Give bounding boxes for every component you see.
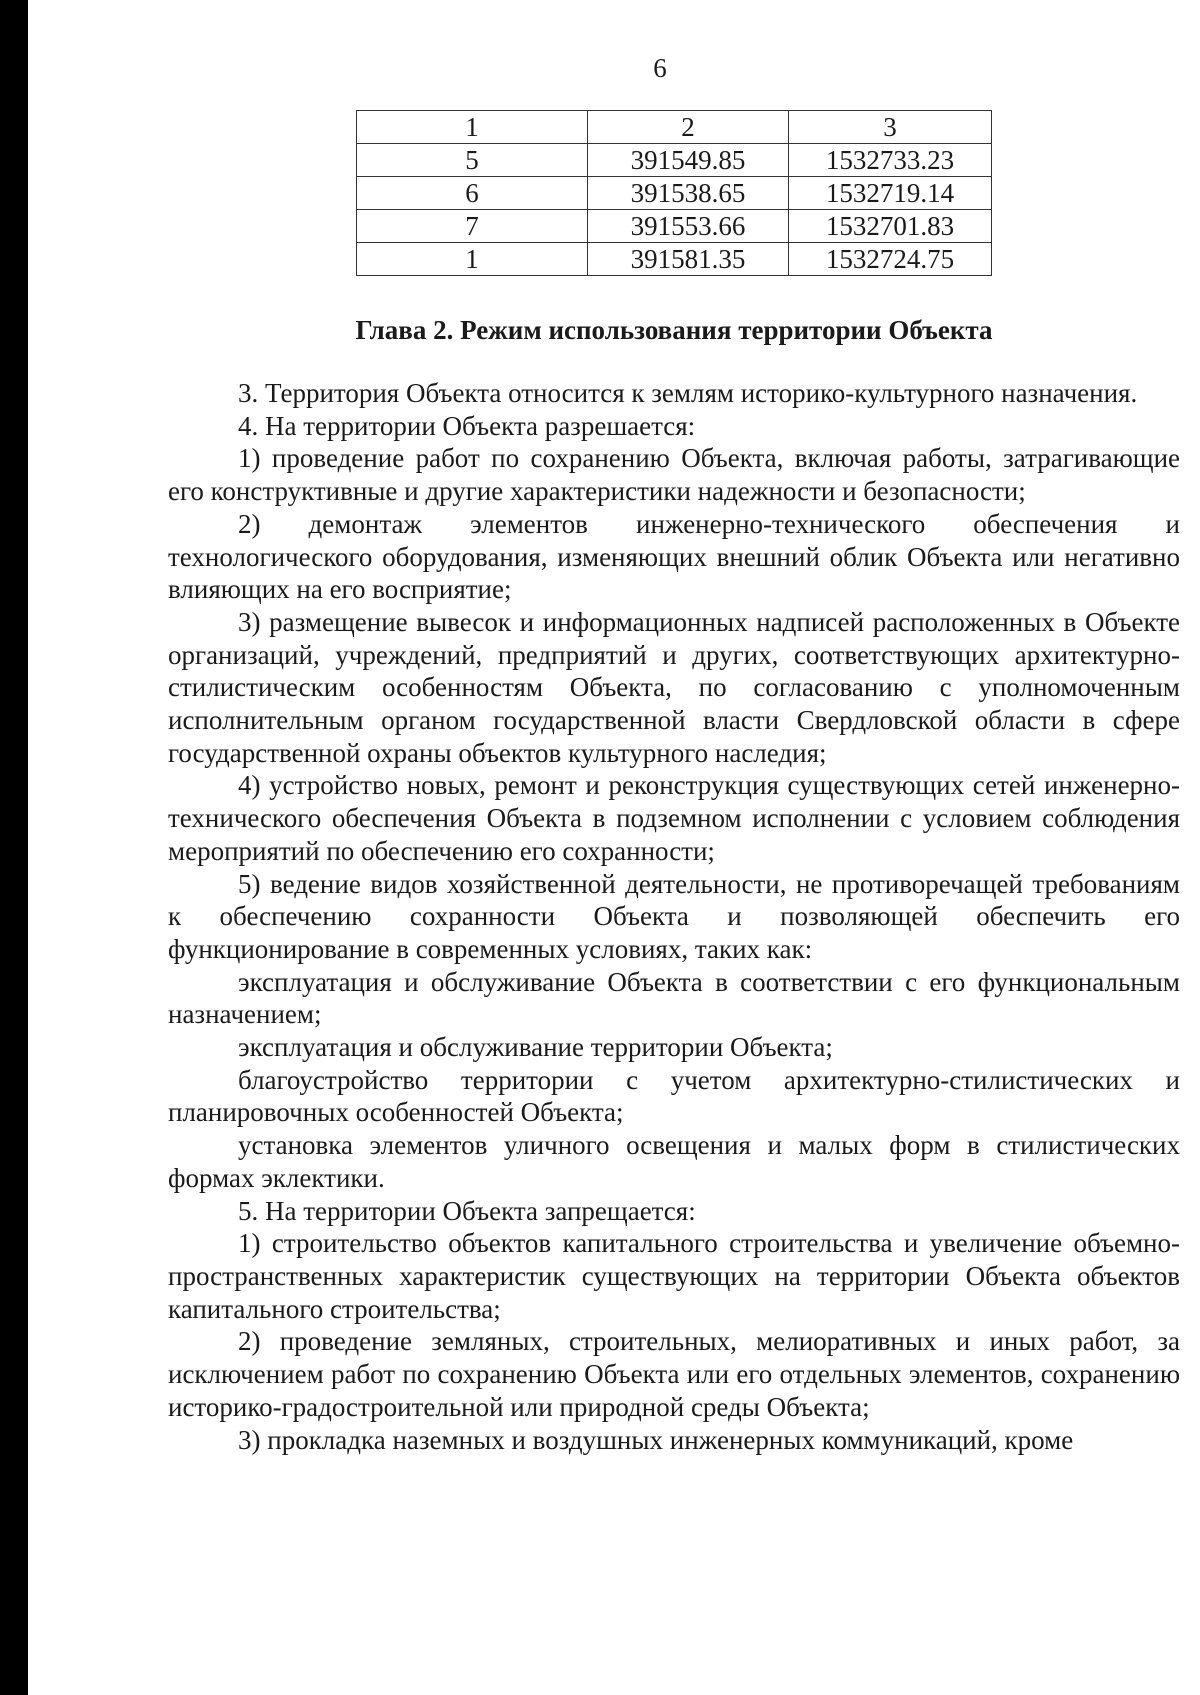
table-cell-y: 1532733.23 (789, 144, 992, 177)
table-row (357, 243, 992, 276)
paragraph: 5) ведение видов хозяйственной деятельности, не противоречащей требованиям к обеспечению сохранности Объекта и позволяющей обеспечить его функционирование в современных условиях, таких как: (168, 868, 1180, 964)
page-number: 6 (653, 53, 667, 83)
paragraph: установка элементов уличного освещения и малых форм в стилистических формах эклектики. (168, 1130, 1180, 1193)
paragraph: эксплуатация и обслуживание территории Объекта; (238, 1032, 833, 1063)
table-row (357, 177, 992, 210)
table-cell-y: 1532701.83 (789, 210, 992, 243)
table-header-cell: 3 (789, 111, 992, 144)
paragraph: 2) демонтаж элементов инженерно-технического обеспечения и технологического оборудования, изменяющих внешний облик Объекта или негативно влияющих на его восприятие; (168, 508, 1180, 605)
paragraph: 3. Территория Объекта относится к землям историко-культурного назначения. (238, 378, 1138, 408)
scan-edge (0, 0, 28, 1695)
table-cell-point: 1 (357, 243, 588, 276)
table-cell-point: 6 (357, 177, 588, 210)
paragraph: 4. На территории Объекта разрешается: (238, 410, 696, 441)
table-cell-point: 5 (357, 144, 588, 177)
table-cell-y: 1532719.14 (789, 177, 992, 210)
paragraph: 5. На территории Объекта запрещается: (238, 1195, 696, 1226)
paragraph: 4) устройство новых, ремонт и реконструкция существующих сетей инженерно-технического обеспечения Объекта в подземном исполнении с условием соблюдения мероприятий по обеспечению его сохранности; (168, 770, 1180, 866)
table-cell-x: 391581.35 (588, 243, 789, 276)
paragraph: 3) размещение вывесок и информационных надписей расположенных в Объекте организаций, учреждений, предприятий и других, соответствующих архитектурно-стилистическим особенностям Объекта, по согласованию с уполномоченным исполнительным органом государственной власти Свердловской области в сфере государственной охраны объектов культурного наследия; (168, 606, 1180, 768)
table-cell-x: 391553.66 (588, 210, 789, 243)
table-cell-x: 391549.85 (588, 144, 789, 177)
table-header-cell: 1 (357, 111, 588, 144)
paragraph: 1) проведение работ по сохранению Объекта, включая работы, затрагивающие его конструктивные и другие характеристики надежности и безопасности; (168, 443, 1180, 507)
table-cell-y: 1532724.75 (789, 243, 992, 276)
table-header-cell: 2 (588, 111, 789, 144)
paragraph: 3) прокладка наземных и воздушных инженерных коммуникаций, кроме (238, 1424, 1074, 1455)
table-cell-x: 391538.65 (588, 177, 789, 210)
paragraph: благоустройство территории с учетом архитектурно-стилистических и планировочных особенностей Объекта; (168, 1064, 1180, 1128)
paragraph: 1) строительство объектов капитального строительства и увеличение объемно-пространственных характеристик существующих на территории Объекта объектов капитального строительства; (168, 1228, 1180, 1324)
table-header-row (357, 111, 992, 144)
paragraph: эксплуатация и обслуживание Объекта в соответствии с его функциональным назначением; (168, 966, 1180, 1030)
table-cell-point: 7 (357, 210, 588, 243)
coordinates-table (356, 110, 992, 276)
chapter-title: Глава 2. Режим использования территории Объекта (355, 315, 993, 345)
body-text (168, 377, 1180, 1456)
paragraph: 2) проведение земляных, строительных, мелиоративных и иных работ, за исключением работ по сохранению Объекта или его отдельных элементов, сохранению историко-градостроительной или природной среды Объекта; (168, 1326, 1180, 1422)
table-row (357, 144, 992, 177)
table-row (357, 210, 992, 243)
